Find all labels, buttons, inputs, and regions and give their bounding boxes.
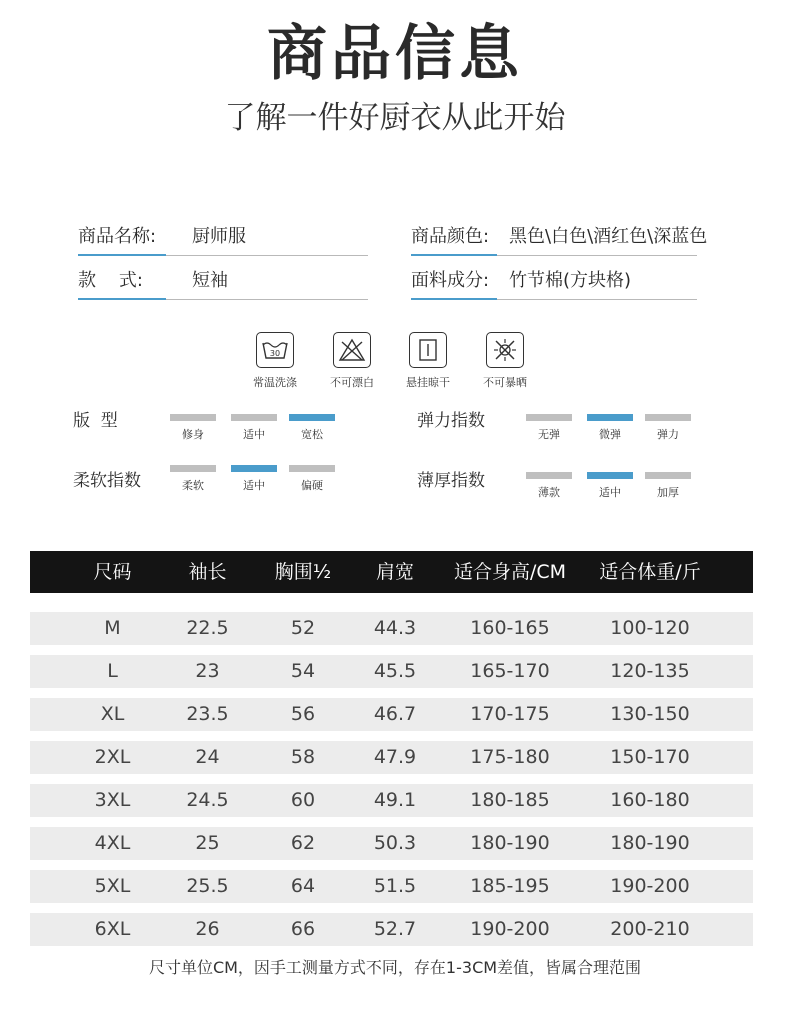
care-label: 悬挂晾干 — [406, 376, 450, 389]
scale-label-thickness: 薄厚指数 — [417, 471, 485, 491]
scale-elastic-option-selected — [587, 414, 633, 442]
info-label: 款 式: — [78, 270, 143, 291]
care-wash — [245, 332, 305, 390]
label-underline — [411, 254, 497, 256]
care-no-sun — [475, 332, 535, 390]
table-cell: 54 — [290, 660, 316, 682]
size-table-header — [30, 551, 753, 593]
table-cell: 52.7 — [373, 918, 417, 940]
table-cell: 22.5 — [186, 617, 229, 639]
header-cell: 尺码 — [93, 561, 132, 583]
table-cell: 26 — [195, 918, 220, 940]
scale-option-label: 加厚 — [657, 486, 679, 499]
label-underline — [78, 298, 166, 300]
table-cell: 24 — [195, 746, 220, 768]
info-value: 黑色\白色\酒红色\深蓝色 — [509, 226, 708, 247]
table-cell: 150-170 — [610, 746, 690, 768]
info-label: 商品颜色: — [411, 226, 490, 247]
table-row — [30, 913, 753, 946]
scale-bar — [526, 472, 572, 479]
no-sun-icon — [486, 332, 524, 368]
table-cell: 44.3 — [373, 617, 417, 639]
scale-option-label: 薄款 — [538, 486, 560, 499]
hang-dry-icon — [409, 332, 447, 368]
table-cell: 58 — [290, 746, 316, 768]
wash-temp-mark: 30 — [269, 349, 281, 358]
scale-thickness-option — [645, 472, 691, 500]
label-underline — [411, 298, 497, 300]
table-cell: 46.7 — [373, 703, 417, 725]
table-row — [30, 655, 753, 688]
info-style — [78, 266, 368, 296]
table-cell: 180-190 — [610, 832, 690, 854]
scale-bar — [231, 414, 277, 421]
table-cell: 45.5 — [373, 660, 417, 682]
scale-bar — [289, 414, 335, 421]
wash-30-icon — [256, 332, 294, 368]
scale-option-label: 修身 — [182, 428, 204, 441]
scale-bar — [526, 414, 572, 421]
page-title: 商品信息 — [267, 19, 523, 89]
table-cell: 190-200 — [470, 918, 550, 940]
table-cell: 24.5 — [186, 789, 229, 811]
table-cell: M — [104, 617, 121, 639]
table-cell: 66 — [290, 918, 316, 940]
care-hang-dry — [398, 332, 458, 390]
scale-bar — [170, 414, 216, 421]
table-cell: XL — [100, 703, 125, 725]
header-cell: 适合身高/CM — [453, 561, 567, 583]
scale-option-label: 无弹 — [538, 428, 560, 441]
table-cell: 120-135 — [610, 660, 690, 682]
scale-option-label: 微弹 — [599, 428, 621, 441]
table-cell: 2XL — [94, 746, 131, 768]
info-fabric — [411, 266, 741, 296]
table-row — [30, 612, 753, 645]
scale-bar — [231, 465, 277, 472]
scale-softness-option — [289, 465, 335, 493]
header-cell: 袖长 — [188, 561, 227, 583]
header-cell: 适合体重/斤 — [599, 561, 701, 583]
label-underline — [78, 254, 166, 256]
scale-thickness-option — [526, 472, 572, 500]
scale-option-label: 宽松 — [301, 428, 323, 441]
table-cell: L — [107, 660, 118, 682]
scale-option-label: 柔软 — [182, 479, 204, 492]
table-cell: 185-195 — [470, 875, 550, 897]
scale-softness-option — [170, 465, 216, 493]
page-subtitle: 了解一件好厨衣从此开始 — [224, 100, 566, 136]
scale-option-label: 偏硬 — [301, 479, 323, 492]
table-row — [30, 784, 753, 817]
info-value: 短袖 — [192, 270, 228, 291]
table-cell: 4XL — [94, 832, 131, 854]
table-cell: 23.5 — [186, 703, 229, 725]
table-cell: 165-170 — [470, 660, 550, 682]
table-cell: 170-175 — [470, 703, 550, 725]
scale-bar — [587, 472, 633, 479]
table-cell: 60 — [290, 789, 316, 811]
table-cell: 160-180 — [610, 789, 690, 811]
care-label: 不可暴晒 — [483, 376, 527, 389]
table-cell: 6XL — [94, 918, 131, 940]
scale-fit-option-selected — [289, 414, 335, 442]
header-cell: 胸围½ — [274, 561, 332, 583]
table-cell: 25.5 — [186, 875, 229, 897]
info-value: 厨师服 — [192, 226, 246, 247]
scale-bar — [645, 472, 691, 479]
care-label: 常温洗涤 — [253, 376, 297, 389]
table-cell: 180-190 — [470, 832, 550, 854]
scale-bar — [645, 414, 691, 421]
scale-option-label: 适中 — [243, 479, 265, 492]
info-color — [411, 222, 741, 252]
table-cell: 3XL — [94, 789, 131, 811]
table-cell: 49.1 — [373, 789, 417, 811]
scale-label-elastic: 弹力指数 — [417, 411, 485, 431]
scale-label-softness: 柔软指数 — [73, 471, 141, 491]
table-row — [30, 870, 753, 903]
scale-bar — [587, 414, 633, 421]
table-cell: 175-180 — [470, 746, 550, 768]
scale-option-label: 弹力 — [657, 428, 679, 441]
info-value: 竹节棉(方块格) — [509, 270, 632, 291]
table-cell: 160-165 — [470, 617, 550, 639]
scale-option-label: 适中 — [243, 428, 265, 441]
table-cell: 50.3 — [373, 832, 417, 854]
scale-elastic-option — [645, 414, 691, 442]
table-row — [30, 741, 753, 774]
table-row — [30, 698, 753, 731]
table-cell: 51.5 — [373, 875, 417, 897]
table-cell: 25 — [195, 832, 220, 854]
info-label: 面料成分: — [411, 270, 490, 291]
scale-fit-option — [231, 414, 277, 442]
table-cell: 180-185 — [470, 789, 550, 811]
info-product-name — [78, 222, 368, 252]
table-cell: 5XL — [94, 875, 131, 897]
care-no-bleach — [322, 332, 382, 390]
table-cell: 56 — [290, 703, 316, 725]
table-cell: 130-150 — [610, 703, 690, 725]
scale-bar — [289, 465, 335, 472]
table-cell: 52 — [290, 617, 316, 639]
scale-option-label: 适中 — [599, 486, 621, 499]
table-cell: 200-210 — [610, 918, 690, 940]
scale-thickness-option-selected — [587, 472, 633, 500]
scale-bar — [170, 465, 216, 472]
scale-fit-option — [170, 414, 216, 442]
table-cell: 190-200 — [610, 875, 690, 897]
table-cell: 62 — [290, 832, 316, 854]
size-note: 尺寸单位CM，因手工测量方式不同，存在1-3CM差值，皆属合理范围 — [148, 958, 642, 977]
care-label: 不可漂白 — [330, 376, 374, 389]
header-cell: 肩宽 — [375, 561, 414, 583]
table-cell: 47.9 — [373, 746, 417, 768]
table-cell: 100-120 — [610, 617, 690, 639]
table-cell: 64 — [290, 875, 316, 897]
table-row — [30, 827, 753, 860]
info-label: 商品名称: — [78, 226, 157, 247]
scale-label-fit: 版 型 — [73, 411, 118, 431]
scale-elastic-option — [526, 414, 572, 442]
no-bleach-icon — [333, 332, 371, 368]
table-cell: 23 — [195, 660, 220, 682]
scale-softness-option-selected — [231, 465, 277, 493]
